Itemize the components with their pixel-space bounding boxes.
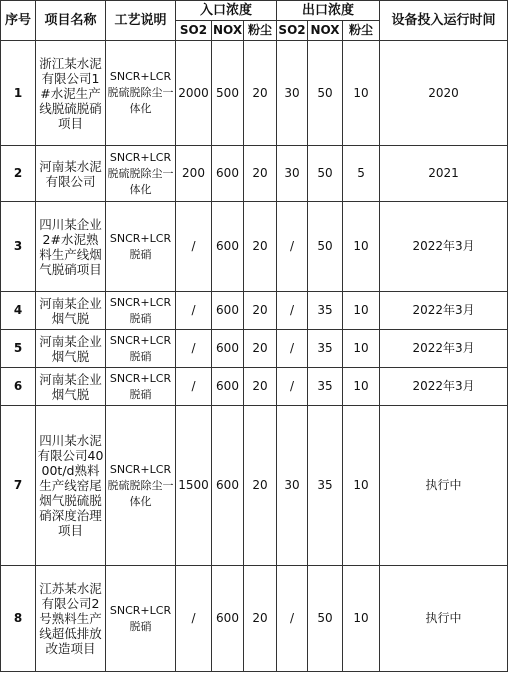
row-in-so2: 1500: [176, 406, 212, 566]
row-in-so2: /: [176, 368, 212, 406]
row-no: 4: [1, 292, 36, 330]
row-out-nox: 50: [308, 146, 343, 202]
row-out-so2: 30: [277, 146, 308, 202]
row-commissioning: 2020: [380, 41, 508, 146]
row-out-nox: 35: [308, 292, 343, 330]
header-out-dust: 粉尘: [343, 21, 380, 41]
row-project-name: 江苏某水泥有限公司2号熟料生产线超低排放改造项目: [36, 566, 106, 672]
row-out-dust: 10: [343, 202, 380, 292]
row-in-so2: /: [176, 292, 212, 330]
row-process: SNCR+LCR脱硫脱除尘一体化: [106, 406, 176, 566]
row-project-name: 浙江某水泥有限公司1#水泥生产线脱硫脱硝项目: [36, 41, 106, 146]
row-commissioning: 2022年3月: [380, 202, 508, 292]
table-header: [1, 1, 508, 41]
header-commissioning: 设备投入运行时间: [380, 1, 508, 41]
row-out-so2: /: [277, 330, 308, 368]
row-in-dust: 20: [244, 330, 277, 368]
row-in-so2: /: [176, 202, 212, 292]
table-body: [1, 41, 508, 672]
row-out-dust: 10: [343, 406, 380, 566]
table-row: [1, 566, 508, 672]
row-project-name: 河南某企业烟气脱: [36, 330, 106, 368]
row-no: 2: [1, 146, 36, 202]
row-in-dust: 20: [244, 202, 277, 292]
row-out-so2: /: [277, 566, 308, 672]
row-out-dust: 10: [343, 566, 380, 672]
table-row: [1, 292, 508, 330]
row-process: SNCR+LCR脱硫脱除尘一体化: [106, 41, 176, 146]
row-in-dust: 20: [244, 368, 277, 406]
row-out-dust: 10: [343, 292, 380, 330]
row-no: 6: [1, 368, 36, 406]
row-no: 8: [1, 566, 36, 672]
table-row: [1, 146, 508, 202]
row-no: 5: [1, 330, 36, 368]
header-seq: 序号: [1, 1, 36, 41]
row-commissioning: 执行中: [380, 406, 508, 566]
header-out-so2: SO2: [277, 21, 308, 41]
header-outlet: 出口浓度: [277, 1, 380, 21]
row-project-name: 河南某企业烟气脱: [36, 292, 106, 330]
table-row: [1, 368, 508, 406]
table-row: [1, 202, 508, 292]
row-in-dust: 20: [244, 292, 277, 330]
row-in-so2: 200: [176, 146, 212, 202]
row-in-nox: 600: [212, 566, 244, 672]
row-commissioning: 2021: [380, 146, 508, 202]
row-in-dust: 20: [244, 406, 277, 566]
row-in-nox: 500: [212, 41, 244, 146]
table-row: [1, 406, 508, 566]
header-inlet: 入口浓度: [176, 1, 277, 21]
row-out-nox: 35: [308, 406, 343, 566]
row-in-nox: 600: [212, 146, 244, 202]
row-process: SNCR+LCR脱硝: [106, 292, 176, 330]
row-out-dust: 10: [343, 368, 380, 406]
row-out-nox: 50: [308, 202, 343, 292]
row-out-so2: /: [277, 368, 308, 406]
header-in-so2: SO2: [176, 21, 212, 41]
row-no: 7: [1, 406, 36, 566]
row-no: 1: [1, 41, 36, 146]
table-row: [1, 330, 508, 368]
row-in-dust: 20: [244, 41, 277, 146]
row-in-so2: /: [176, 330, 212, 368]
row-out-nox: 50: [308, 41, 343, 146]
row-process: SNCR+LCR脱硝: [106, 330, 176, 368]
row-commissioning: 执行中: [380, 566, 508, 672]
header-in-nox: NOX: [212, 21, 244, 41]
row-out-nox: 35: [308, 330, 343, 368]
row-out-so2: 30: [277, 41, 308, 146]
header-in-dust: 粉尘: [244, 21, 277, 41]
header-project-name: 项目名称: [36, 1, 106, 41]
row-commissioning: 2022年3月: [380, 292, 508, 330]
header-out-nox: NOX: [308, 21, 343, 41]
row-in-nox: 600: [212, 292, 244, 330]
row-process: SNCR+LCR脱硝: [106, 566, 176, 672]
row-process: SNCR+LCR脱硫脱除尘一体化: [106, 146, 176, 202]
row-out-dust: 10: [343, 330, 380, 368]
row-no: 3: [1, 202, 36, 292]
row-out-nox: 35: [308, 368, 343, 406]
row-in-so2: /: [176, 566, 212, 672]
row-project-name: 河南某企业烟气脱: [36, 368, 106, 406]
row-project-name: 四川某企业2#水泥熟料生产线烟气脱硝项目: [36, 202, 106, 292]
row-in-nox: 600: [212, 202, 244, 292]
row-process: SNCR+LCR脱硝: [106, 368, 176, 406]
row-out-so2: 30: [277, 406, 308, 566]
row-project-name: 河南某水泥有限公司: [36, 146, 106, 202]
row-in-nox: 600: [212, 330, 244, 368]
row-process: SNCR+LCR脱硝: [106, 202, 176, 292]
row-in-nox: 600: [212, 406, 244, 566]
row-in-nox: 600: [212, 368, 244, 406]
row-out-dust: 10: [343, 41, 380, 146]
row-out-so2: /: [277, 202, 308, 292]
table-row: [1, 41, 508, 146]
row-out-nox: 50: [308, 566, 343, 672]
row-commissioning: 2022年3月: [380, 368, 508, 406]
row-commissioning: 2022年3月: [380, 330, 508, 368]
row-in-dust: 20: [244, 146, 277, 202]
row-out-dust: 5: [343, 146, 380, 202]
row-in-so2: 2000: [176, 41, 212, 146]
row-in-dust: 20: [244, 566, 277, 672]
header-process: 工艺说明: [106, 1, 176, 41]
row-project-name: 四川某水泥有限公司4000t/d熟料生产线窑尾烟气脱硫脱硝深度治理项目: [36, 406, 106, 566]
row-out-so2: /: [277, 292, 308, 330]
